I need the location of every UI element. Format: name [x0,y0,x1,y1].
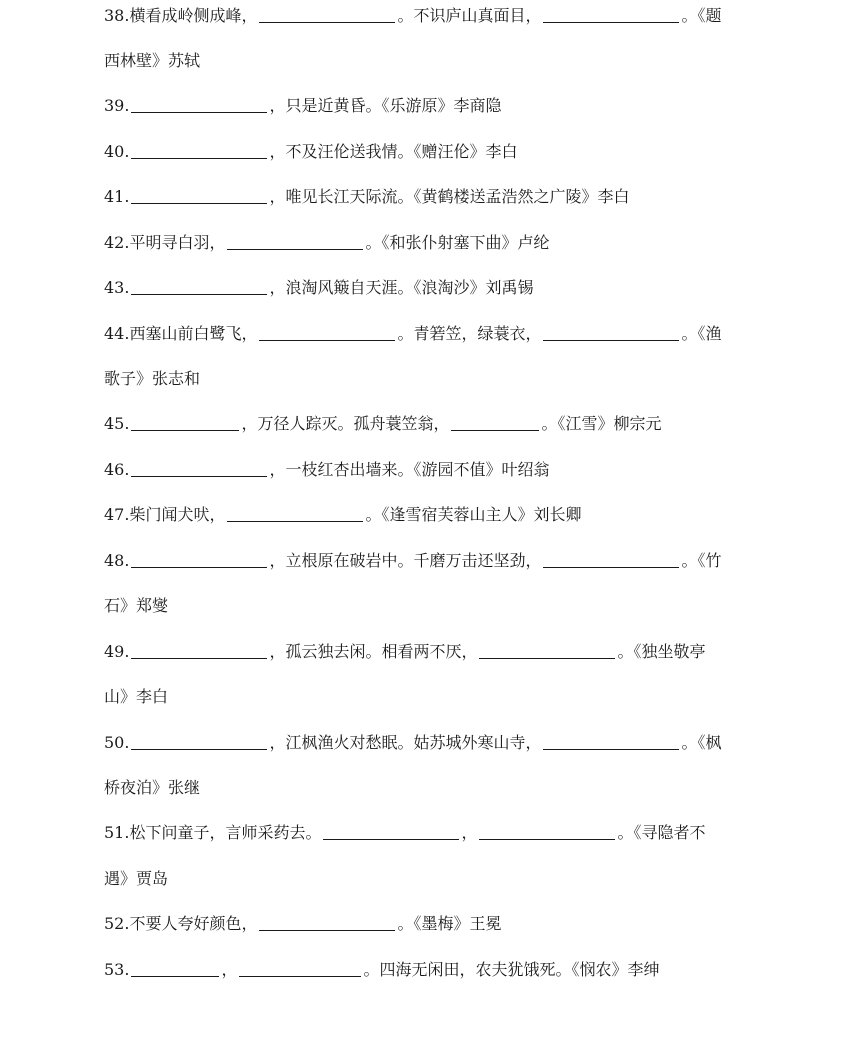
question-number: 53. [104,960,130,979]
question-text: 。《墨梅》王冕 [397,914,502,933]
question-44 [104,320,772,348]
question-number: 50. [104,733,130,752]
question-number: 48. [104,551,130,570]
answer-blank[interactable] [323,822,459,840]
question-text: 。《竹 [681,551,722,570]
question-text: 遇》贾岛 [104,869,169,888]
question-text: 石》郑燮 [104,596,169,615]
answer-blank[interactable] [479,641,615,659]
answer-blank[interactable] [227,504,363,522]
question-text: 山》李白 [104,687,169,706]
answer-blank[interactable] [131,141,267,159]
question-text: 桥夜泊》张继 [104,778,201,797]
question-text: ，立根原在破岩中。千磨万击还坚劲， [269,551,542,570]
question-number: 38. [104,6,130,25]
question-44-continued [104,365,772,393]
question-number: 39. [104,96,130,115]
question-text: 柴门闻犬吠， [129,505,226,524]
answer-blank[interactable] [543,550,679,568]
question-text: 松下问童子，言师采药去。 [129,823,322,842]
answer-blank[interactable] [543,323,679,341]
answer-blank[interactable] [543,732,679,750]
question-43 [104,274,772,302]
question-text: 。四海无闲田，农夫犹饿死。《悯农》李绅 [363,960,660,979]
question-46 [104,456,772,484]
question-text: 。《江雪》柳宗元 [541,414,662,433]
question-text: 。青箬笠，绿蓑衣， [397,324,542,343]
question-48 [104,547,772,575]
answer-blank[interactable] [259,5,395,23]
question-text: 平明寻白羽， [129,233,226,252]
question-text: ， [461,823,478,842]
question-text: 。不识庐山真面目， [397,6,542,25]
question-text: 。《渔 [681,324,722,343]
question-49-continued [104,683,772,711]
question-number: 42. [104,233,130,252]
answer-blank[interactable] [131,95,267,113]
question-number: 52. [104,914,130,933]
question-number: 49. [104,642,130,661]
question-text: ，只是近黄昏。《乐游原》李商隐 [269,96,502,115]
question-text: 。《寻隐者不 [617,823,706,842]
question-text: 不要人夸好颜色， [129,914,258,933]
answer-blank[interactable] [543,5,679,23]
question-text: 。《和张仆射塞下曲》卢纶 [365,233,550,252]
answer-blank[interactable] [131,186,267,204]
question-39 [104,92,772,120]
question-number: 47. [104,505,130,524]
question-text: 。《独坐敬亭 [617,642,706,661]
question-number: 44. [104,324,130,343]
answer-blank[interactable] [131,413,239,431]
question-text: ， [221,960,238,979]
question-52 [104,910,772,938]
question-48-continued [104,592,772,620]
answer-blank[interactable] [131,732,267,750]
question-42 [104,229,772,257]
question-number: 45. [104,414,130,433]
question-text: 。《题 [681,6,722,25]
answer-blank[interactable] [239,959,361,977]
answer-blank[interactable] [131,641,267,659]
question-49 [104,638,772,666]
answer-blank[interactable] [259,323,395,341]
question-38-continued [104,47,772,75]
question-text: 横看成岭侧成峰， [129,6,258,25]
question-51-continued [104,865,772,893]
question-45 [104,410,772,438]
question-text: ，万径人踪灭。孤舟蓑笠翁， [241,414,450,433]
question-51 [104,819,772,847]
question-text: 。《逢雪宿芙蓉山主人》刘长卿 [365,505,582,524]
question-number: 43. [104,278,130,297]
question-41 [104,183,772,211]
question-text: 。《枫 [681,733,722,752]
question-53 [104,956,772,984]
question-text: 西林壁》苏轼 [104,51,201,70]
answer-blank[interactable] [227,232,363,250]
question-number: 46. [104,460,130,479]
question-40 [104,138,772,166]
question-text: 歌子》张志和 [104,369,201,388]
question-text: ，一枝红杏出墙来。《游园不值》叶绍翁 [269,460,550,479]
answer-blank[interactable] [131,459,267,477]
question-50 [104,729,772,757]
question-text: ，孤云独去闲。相看两不厌， [269,642,478,661]
question-text: 西塞山前白鹭飞， [129,324,258,343]
question-50-continued [104,774,772,802]
answer-blank[interactable] [131,959,219,977]
answer-blank[interactable] [451,413,539,431]
question-text: ，浪淘风簸自天涯。《浪淘沙》刘禹锡 [269,278,534,297]
question-text: ，唯见长江天际流。《黄鹤楼送孟浩然之广陵》李白 [269,187,630,206]
answer-blank[interactable] [131,550,267,568]
question-38 [104,2,772,30]
answer-blank[interactable] [479,822,615,840]
question-text: ，江枫渔火对愁眠。姑苏城外寒山寺， [269,733,542,752]
answer-blank[interactable] [131,277,267,295]
question-number: 40. [104,142,130,161]
question-text: ，不及汪伦送我情。《赠汪伦》李白 [269,142,518,161]
question-47 [104,501,772,529]
question-number: 41. [104,187,130,206]
question-number: 51. [104,823,130,842]
answer-blank[interactable] [259,913,395,931]
